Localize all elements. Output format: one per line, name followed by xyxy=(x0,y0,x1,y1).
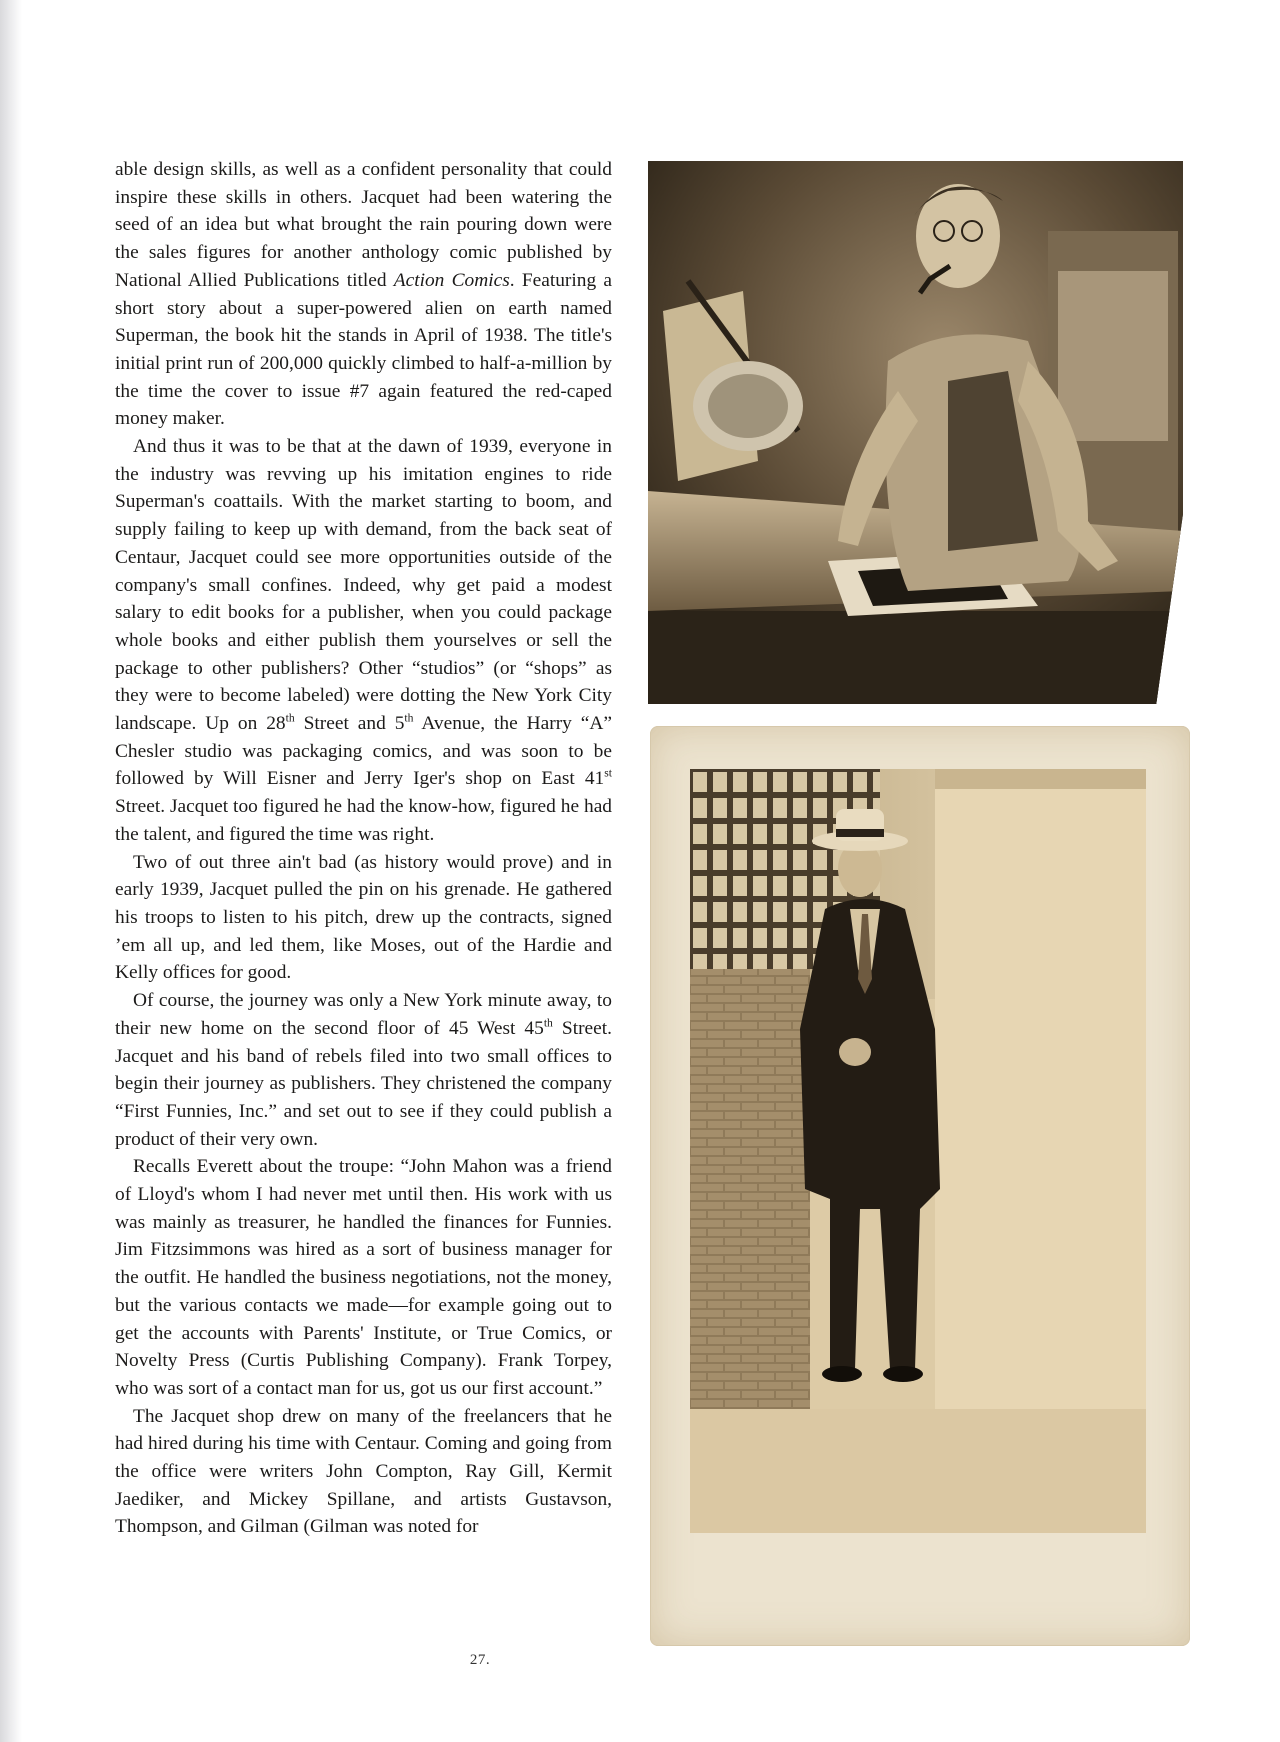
photo-artist-illustration xyxy=(648,161,1183,704)
page-gutter-shadow xyxy=(0,0,22,1742)
article-text-column xyxy=(115,156,612,1541)
action-comics-title: Action Comics xyxy=(393,269,510,291)
page-number: 27. xyxy=(469,1652,491,1668)
paragraph-6: The Jacquet shop drew on many of the freelancers that he had hired during his time with Centaur. Coming and going from the office were writers John Compton, Ray Gill, Kermit Jaediker, and Mickey Spillane, and artists Gustavson, Thompson, and Gilman (Gilman was noted for xyxy=(115,1405,612,1538)
photo-man-in-suit-and-hat xyxy=(690,769,1146,1533)
paragraph-1: able design skills, as well as a confident personality that could inspire these skills in others. Jacquet had been watering the seed of an idea but what brought the rain pouring down were the sales figures for another anthology comic published by National Allied Publications titled Action Comics. Featuring a short story about a super-powered alien on earth named Superman, the book hit the stands in April of 1938. The title's initial print run of 200,000 quickly climbed to half-a-million by the time the cover to issue #7 again featured the red-caped money maker. xyxy=(115,159,612,430)
paragraph-2: And thus it was to be that at the dawn of 1939, everyone in the industry was revving up his imitation engines to ride Superman's coattails. With the market starting to boom, and supply failing to keep up with demand, from the back seat of Centaur, Jacquet could see more opportunities outside of the company's small confines. Indeed, why get paid a modest salary to edit books for a publisher, when you could package whole books and either publish them yourselves or sell the package to other publishers? Other “studios” (or “shops” as they were to become labeled) were dotting the New York City landscape. Up on 28th Street and 5th Avenue, the Harry “A” Chesler studio was packaging comics, and was soon to be followed by Will Eisner and Jerry Iger's shop on East 41st Street. Jacquet too figured he had the know-how, figured he had the talent, and figured the time was right. xyxy=(115,436,613,845)
photo-artist-at-drawing-table xyxy=(648,161,1183,704)
paragraph-5: Recalls Everett about the troupe: “John Mahon was a friend of Lloyd's whom I had never met until then. His work with us was mainly as treasurer, he handled the finances for Funnies. Jim Fitzsimmons was hired as a sort of business manager for the outfit. He handled the business negotiations, not the money, but the various contacts we made—for example going out to get the accounts with Parents' Institute, or True Comics, or Novelty Press (Curtis Publishing Company). Frank Torpey, who was sort of a contact man for us, got us our first account.” xyxy=(115,1156,612,1399)
paragraph-3: Two of out three ain't bad (as history would prove) and in early 1939, Jacquet pulled the pin on his grenade. He gathered his troops to listen to his pitch, drew up the contracts, signed ’em all up, and led them, like Moses, out of the Hardie and Kelly offices for good. xyxy=(115,851,612,984)
paragraph-4: Of course, the journey was only a New York minute away, to their new home on the second floor of 45 West 45th Street. Jacquet and his band of rebels filed into two small offices to begin their journey as publishers. They christened the company “First Funnies, Inc.” and set out to see if they could publish a product of their very own. xyxy=(115,990,612,1150)
photo-man-illustration xyxy=(690,769,1146,1533)
